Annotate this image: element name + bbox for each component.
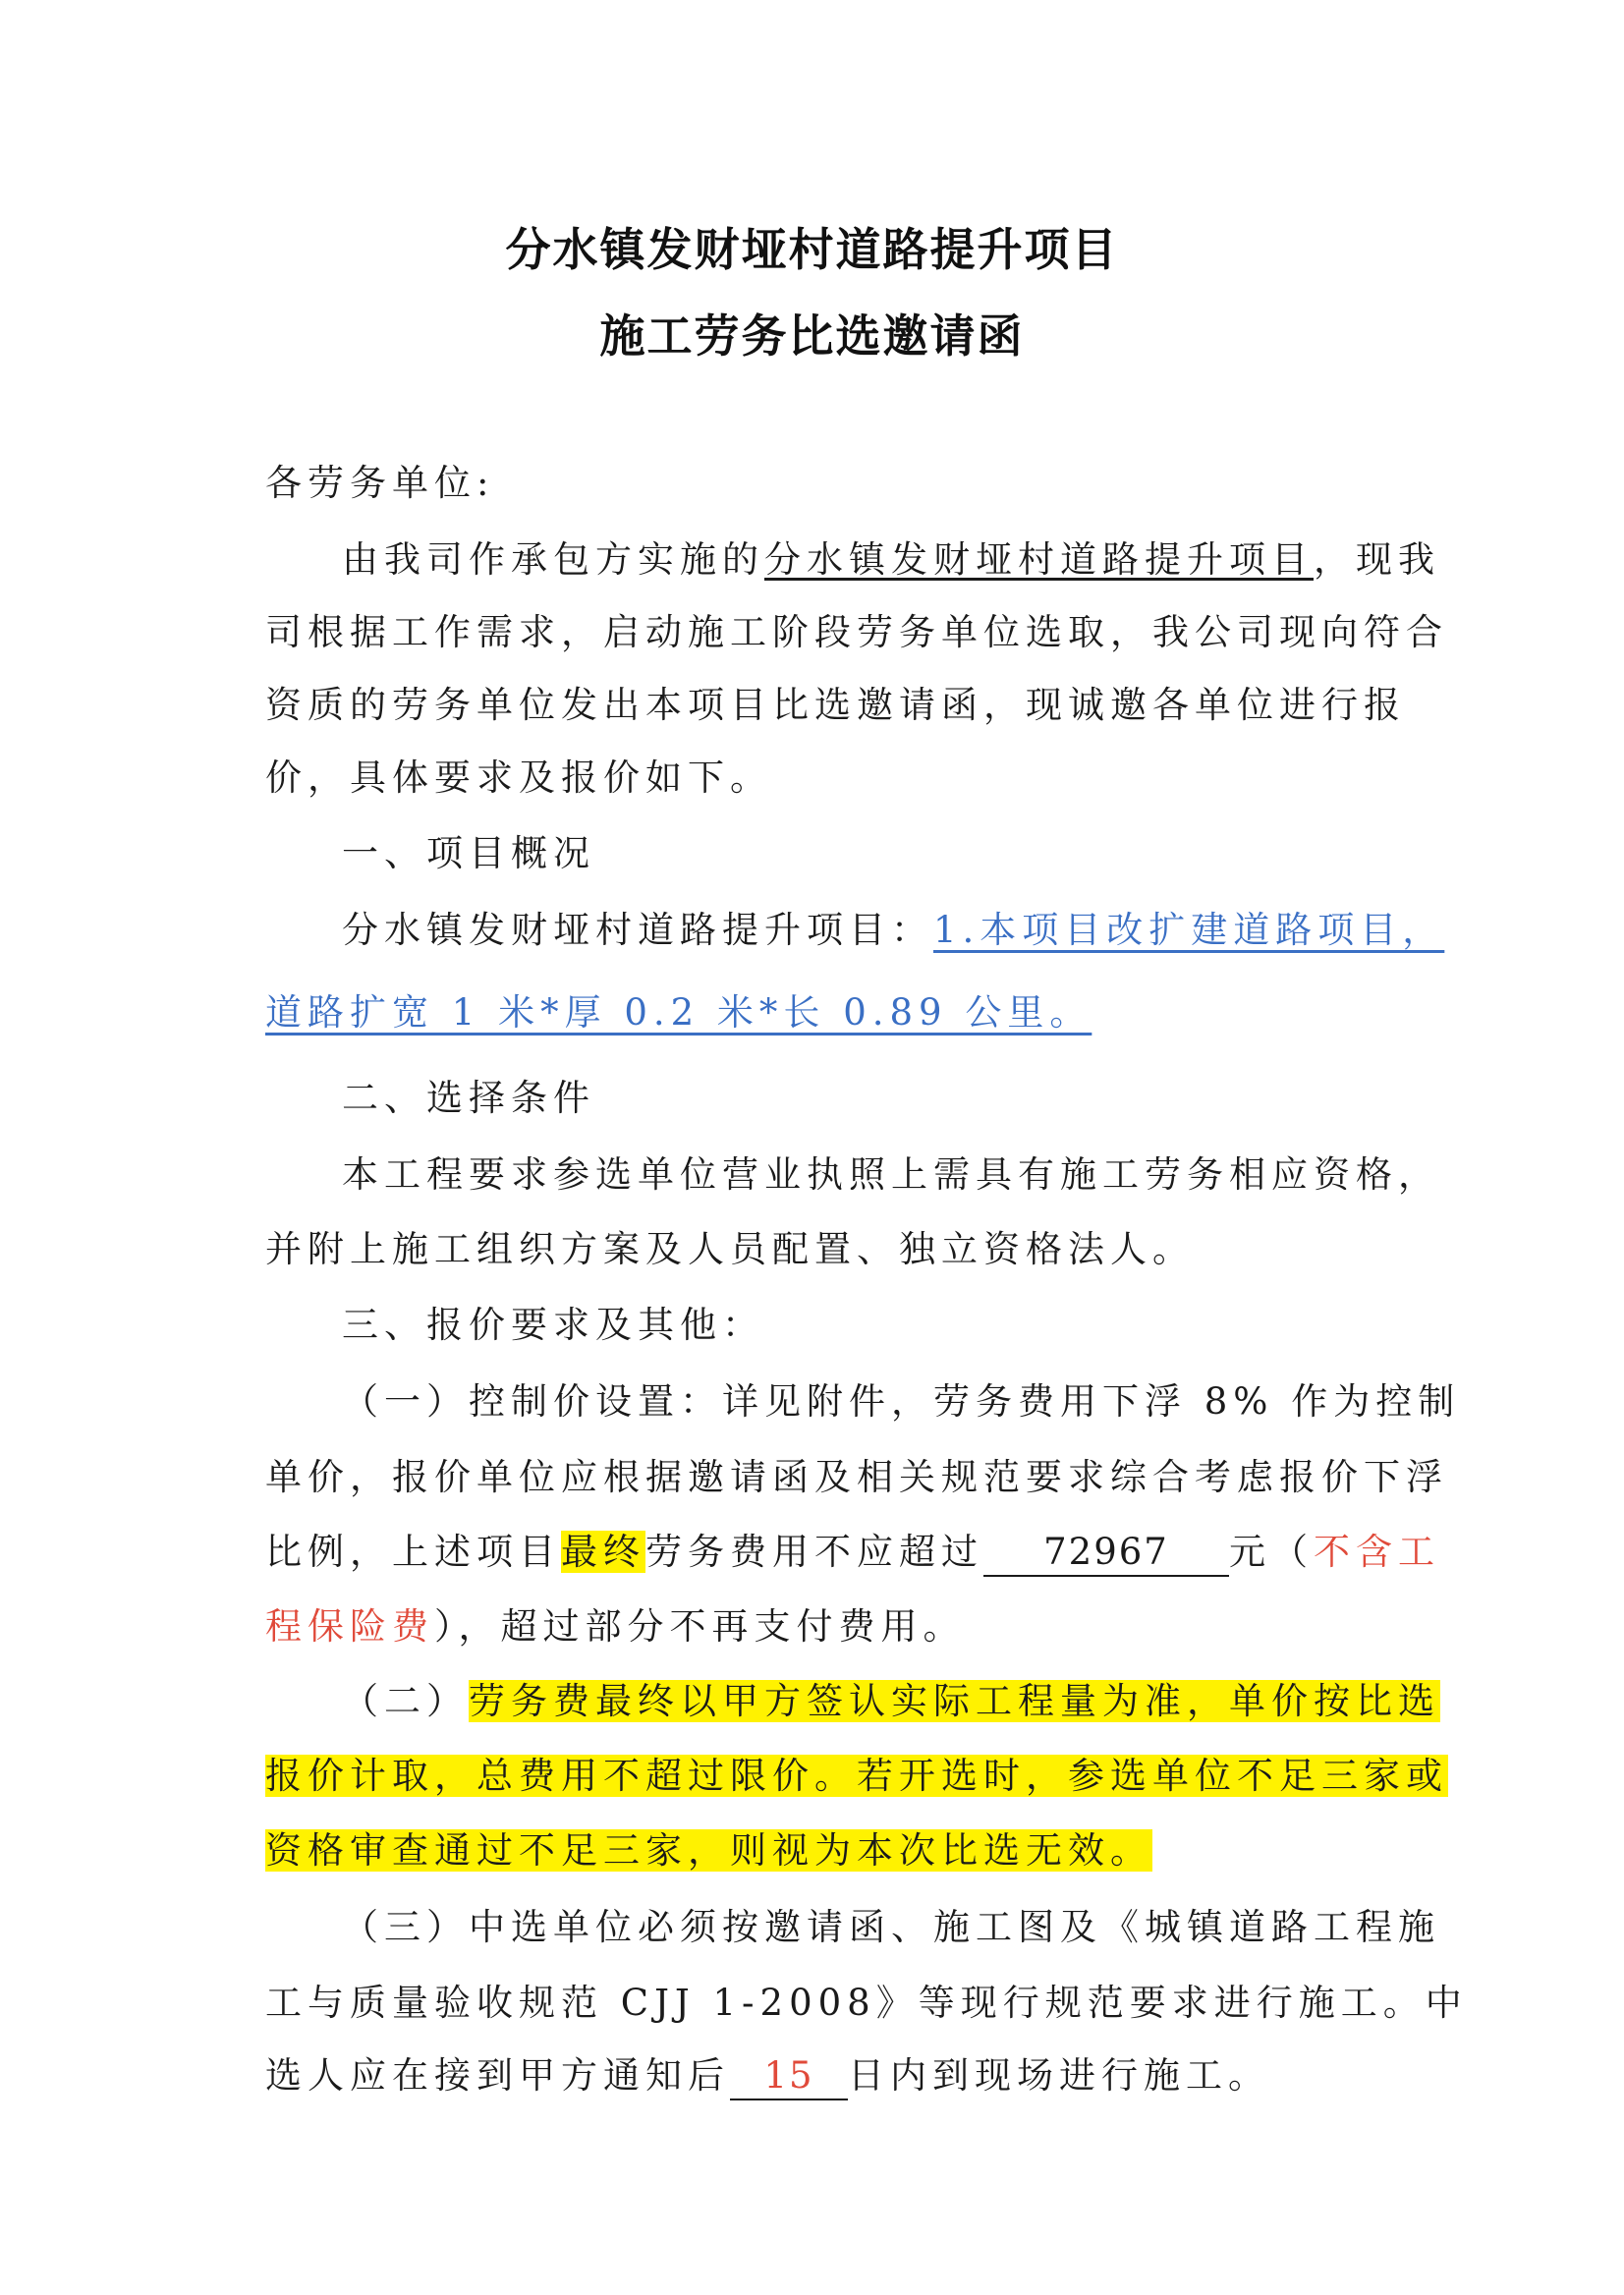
item3-text: 选人应在接到甲方通知后 xyxy=(265,2054,730,2097)
item3-line-3 xyxy=(265,2050,1270,2101)
section1-line-2 xyxy=(265,987,1092,1038)
item1-line-1: （一）控制价设置：详见附件，劳务费用下浮 8% 作为控制 xyxy=(342,1380,1461,1423)
greeting: 各劳务单位: xyxy=(265,462,495,504)
intro-line-1 xyxy=(342,534,1440,586)
section3-heading: 三、报价要求及其他： xyxy=(342,1304,764,1346)
item3-text: 日内到现场进行施工。 xyxy=(848,2054,1270,2097)
section2-line-2: 并附上施工组织方案及人员配置、独立资格法人。 xyxy=(265,1228,1195,1270)
item1-text: 元（ xyxy=(1229,1531,1314,1573)
item1-text: ），超过部分不再支付费用。 xyxy=(434,1605,966,1648)
item1-text: 比例，上述项目 xyxy=(265,1531,561,1573)
title-line-2: 施工劳务比选邀请函 xyxy=(599,309,1025,363)
item1-line-4 xyxy=(265,1601,966,1652)
section1-description: 1.本项目改扩建道路项目， xyxy=(933,909,1445,951)
item1-line-3 xyxy=(265,1527,1440,1578)
item3-line-1: （三）中选单位必须按邀请函、施工图及《城镇道路工程施 xyxy=(342,1906,1440,1948)
item1-line-2: 单价，报价单位应根据邀请函及相关规范要求综合考虑报价下浮 xyxy=(265,1456,1448,1498)
section1-heading: 一、项目概况 xyxy=(342,832,595,874)
intro-text: 由我司作承包方实施的 xyxy=(342,538,764,581)
item2-line-3 xyxy=(265,1825,1152,1876)
project-name: 分水镇发财垭村道路提升项目 xyxy=(764,538,1314,581)
item2-prefix: （二） xyxy=(342,1680,469,1722)
section1-line-1 xyxy=(342,905,1444,956)
item3-line-2: 工与质量验收规范 CJJ 1-2008》等现行规范要求进行施工。中 xyxy=(265,1982,1468,2024)
section1-description-cont: 道路扩宽 1 米*厚 0.2 米*长 0.89 公里。 xyxy=(265,991,1092,1034)
amount-blank: 72967 xyxy=(983,1530,1229,1577)
insurance-note-cont: 程保险费 xyxy=(265,1605,434,1648)
days-blank: 15 xyxy=(730,2053,848,2100)
section1-label: 分水镇发财垭村道路提升项目： xyxy=(342,909,933,951)
item2-highlight: 劳务费最终以甲方签认实际工程量为准，单价按比选 xyxy=(469,1680,1440,1722)
intro-line-3: 资质的劳务单位发出本项目比选邀请函，现诚邀各单位进行报 xyxy=(265,684,1406,726)
item2-highlight: 报价计取，总费用不超过限价。若开选时，参选单位不足三家或 xyxy=(265,1755,1448,1797)
item2-line-1 xyxy=(342,1676,1440,1727)
intro-text: ，现我 xyxy=(1314,538,1440,581)
insurance-note: 不含工 xyxy=(1314,1531,1440,1573)
intro-line-4: 价，具体要求及报价如下。 xyxy=(265,756,772,799)
item2-highlight: 资格审查通过不足三家，则视为本次比选无效。 xyxy=(265,1829,1152,1872)
title-line-1: 分水镇发财垭村道路提升项目 xyxy=(505,223,1119,276)
item1-text: 劳务费用不应超过 xyxy=(645,1531,983,1573)
intro-line-2: 司根据工作需求，启动施工阶段劳务单位选取，我公司现向符合 xyxy=(265,611,1448,653)
highlight-final: 最终 xyxy=(561,1531,645,1573)
section2-line-1: 本工程要求参选单位营业执照上需具有施工劳务相应资格， xyxy=(342,1153,1440,1196)
item2-line-2 xyxy=(265,1751,1448,1802)
section2-heading: 二、选择条件 xyxy=(342,1077,595,1119)
